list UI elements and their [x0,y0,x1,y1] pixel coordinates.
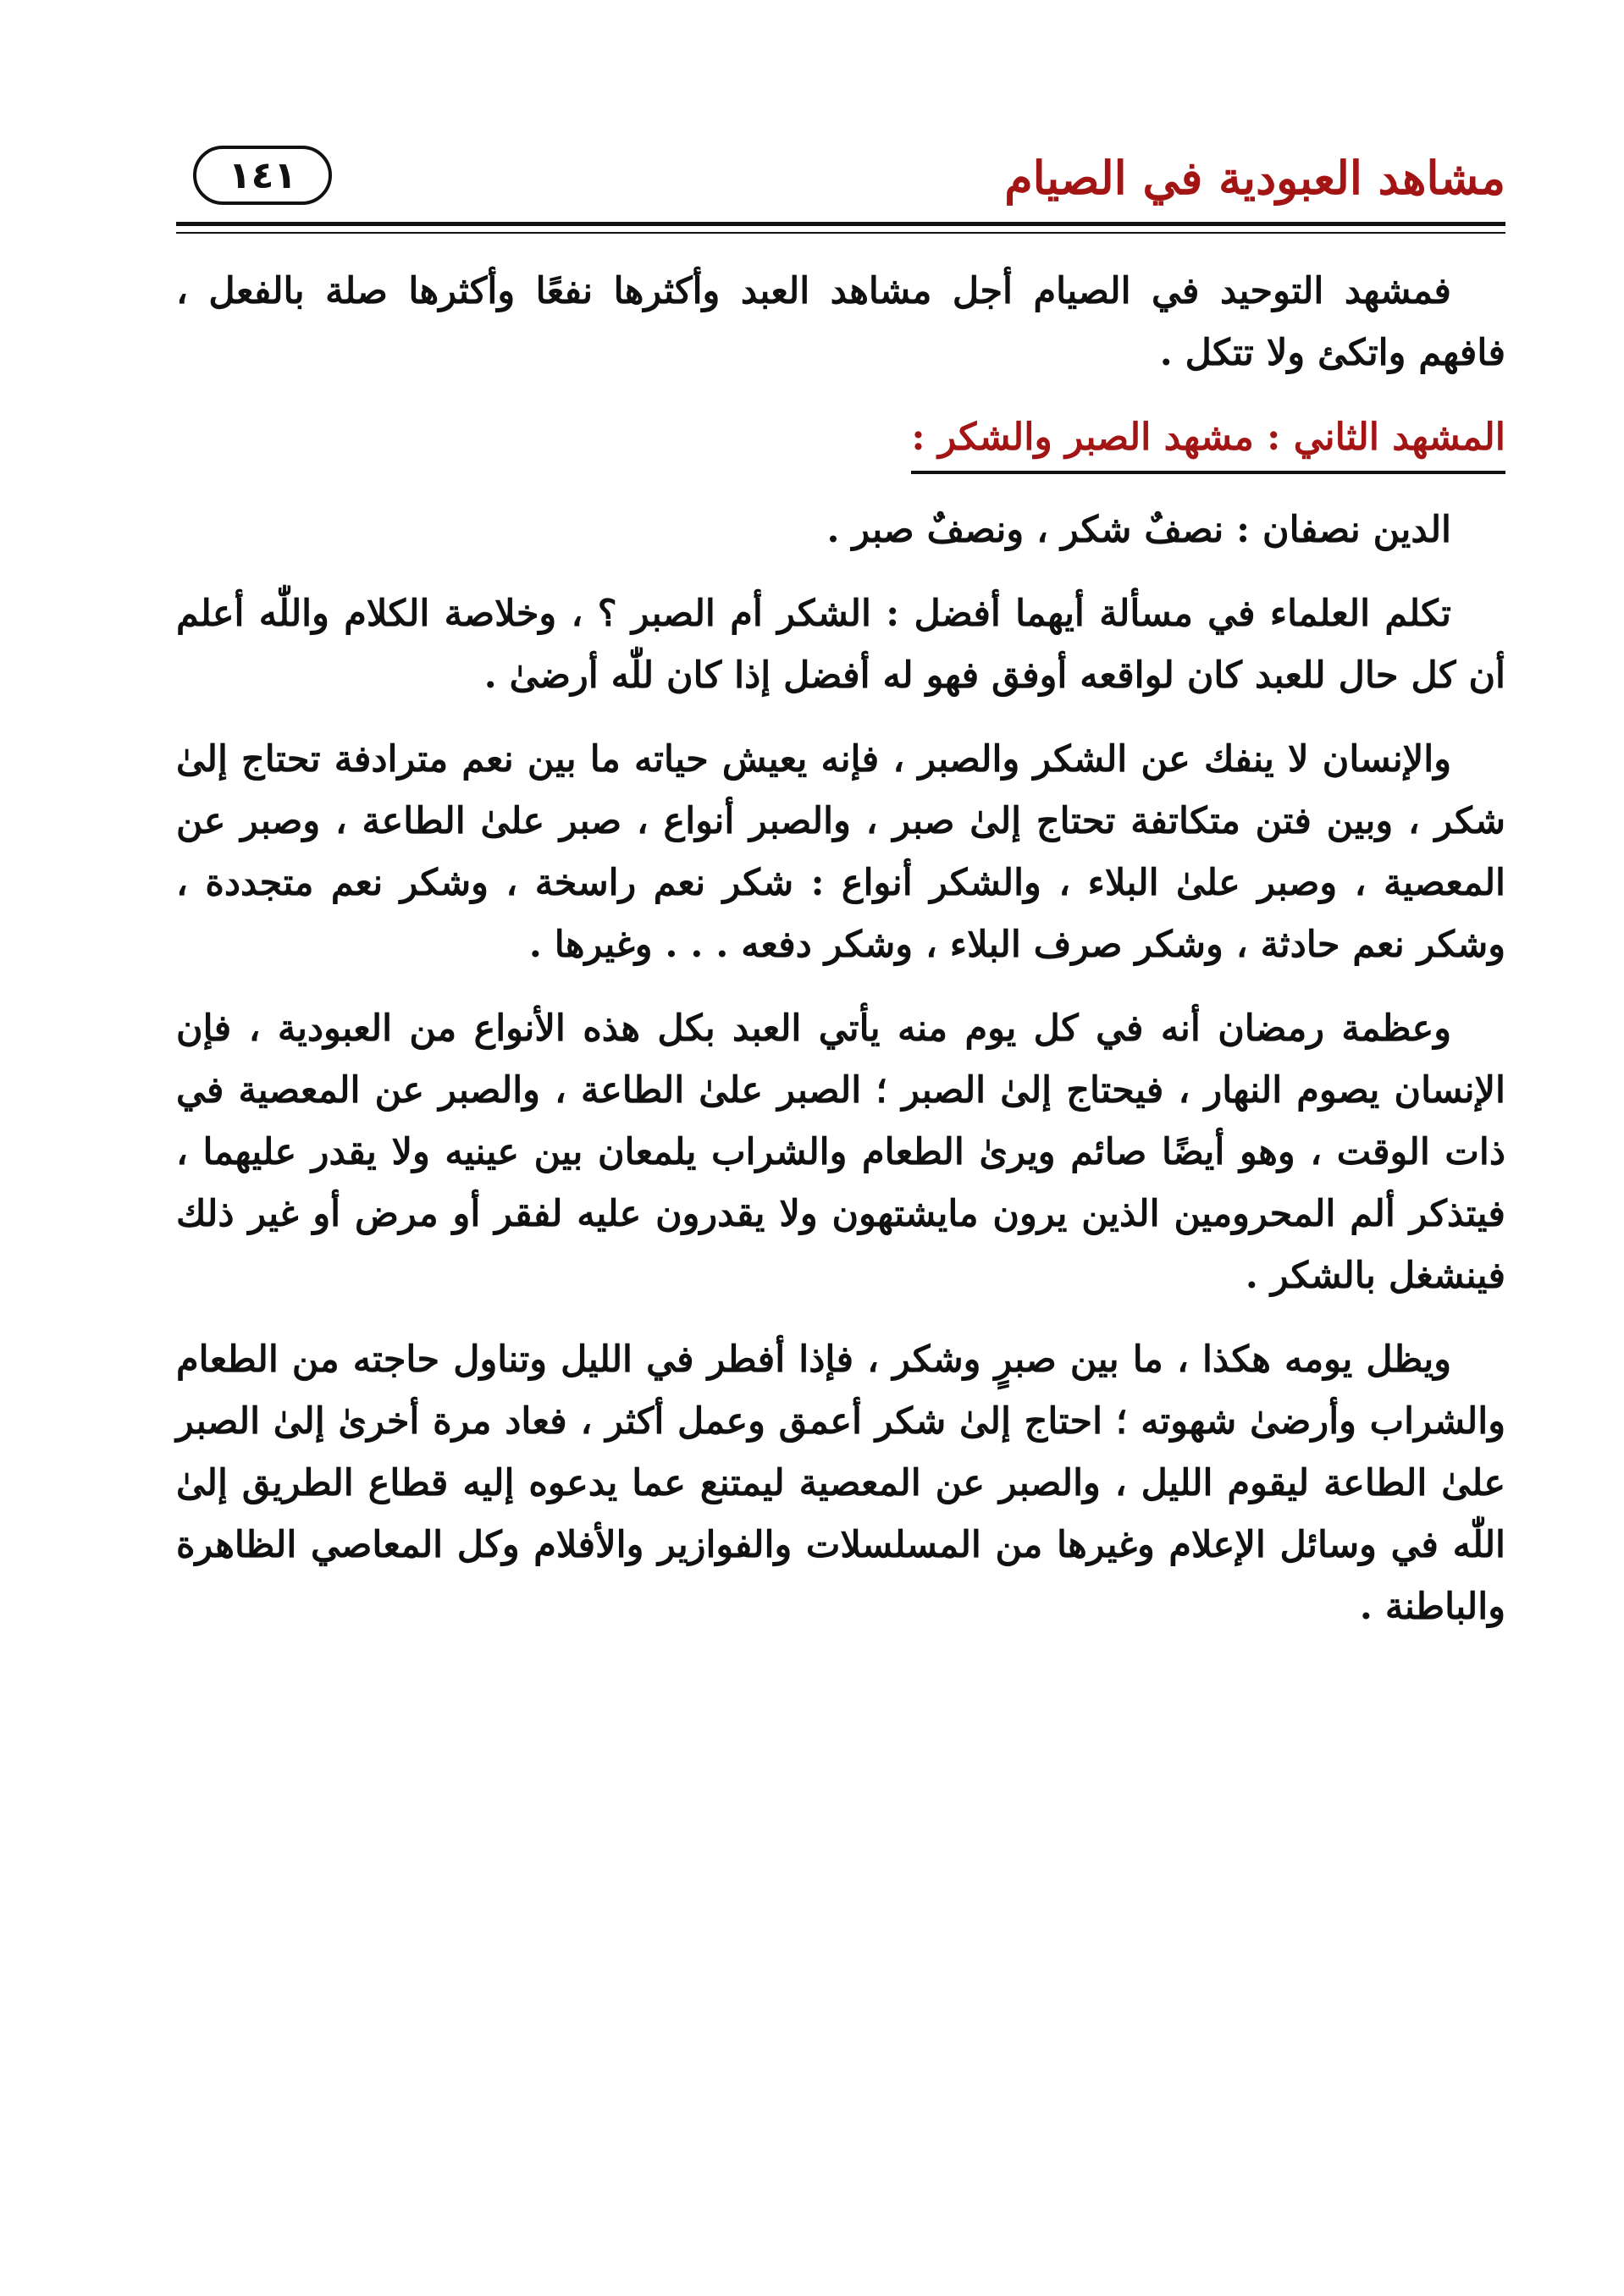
header-rule-thin [176,232,1505,234]
paragraph-1: فمشهد التوحيد في الصيام أجل مشاهد العبد وأكثرها نفعًا وأكثرها صلة بالفعل ، فافهم واتكئ ولا تتكل . [176,270,1505,374]
paragraph-6: ويظل يومه هكذا ، ما بين صبرٍ وشكر ، فإذا أفطر في الليل وتناول حاجته من الطعام والشراب وأرضىٰ شهوته ؛ احتاج إلىٰ شكر أعمق وعمل أكثر ، فعاد مرة أخرىٰ إلىٰ الصبر علىٰ الطاعة ليقوم الليل ، والصبر عن المعصية ليمتنع عما يدعوه إليه قطاع الطريق إلىٰ اللّٰه في وسائل الإعلام وغيرها من المسلسلات والفوازير والأفلام وكل المعاصي الظاهرة والباطنة . [176,1338,1505,1628]
section-heading-text: المشهد الثاني : مشهد الصبر والشكر : [911,410,1505,474]
paragraph-2: الدين نصفان : نصفٌ شكر ، ونصفٌ صبر . [826,509,1451,551]
paragraph-4: والإنسان لا ينفك عن الشكر والصبر ، فإنه يعيش حياته ما بين نعم مترادفة تحتاج إلىٰ شكر ، وبين فتن متكاتفة تحتاج إلىٰ صبر ، والصبر أنواع ، صبر علىٰ الطاعة ، وصبر عن المعصية ، وصبر علىٰ البلاء ، والشكر أنواع : شكر نعم راسخة ، وشكر نعم متجددة ، وشكر نعم حادثة ، وشكر صرف البلاء ، وشكر دفعه . . . وغيرها . [176,738,1505,966]
page-body [176,261,1505,1660]
paragraph-5: وعظمة رمضان أنه في كل يوم منه يأتي العبد بكل هذه الأنواع من العبودية ، فإن الإنسان يصوم النهار ، فيحتاج إلىٰ الصبر ؛ الصبر علىٰ الطاعة ، والصبر عن المعصية في ذات الوقت ، وهو أيضًا صائم ويرىٰ الطعام والشراب يلمعان بين عينيه ولا يقدر عليهما ، فيتذكر ألم المحرومين الذين يرون مايشتهون ولا يقدرون عليه لفقر أو مرض أو غير ذلك فينشغل بالشكر . [176,1007,1505,1297]
running-title: مشاهد العبودية في الصيام [1004,151,1505,205]
paragraph-3: تكلم العلماء في مسألة أيهما أفضل : الشكر أم الصبر ؟ ، وخلاصة الكلام واللّٰه أعلم أن كل حال للعبد كان لواقعه أوفق فهو له أفضل إذا كان للّٰه أرضىٰ . [176,593,1505,697]
page-header [0,0,1624,254]
page-number-badge: ١٤١ [193,146,332,205]
header-rule-thick [176,222,1505,226]
section-heading [176,406,1505,474]
